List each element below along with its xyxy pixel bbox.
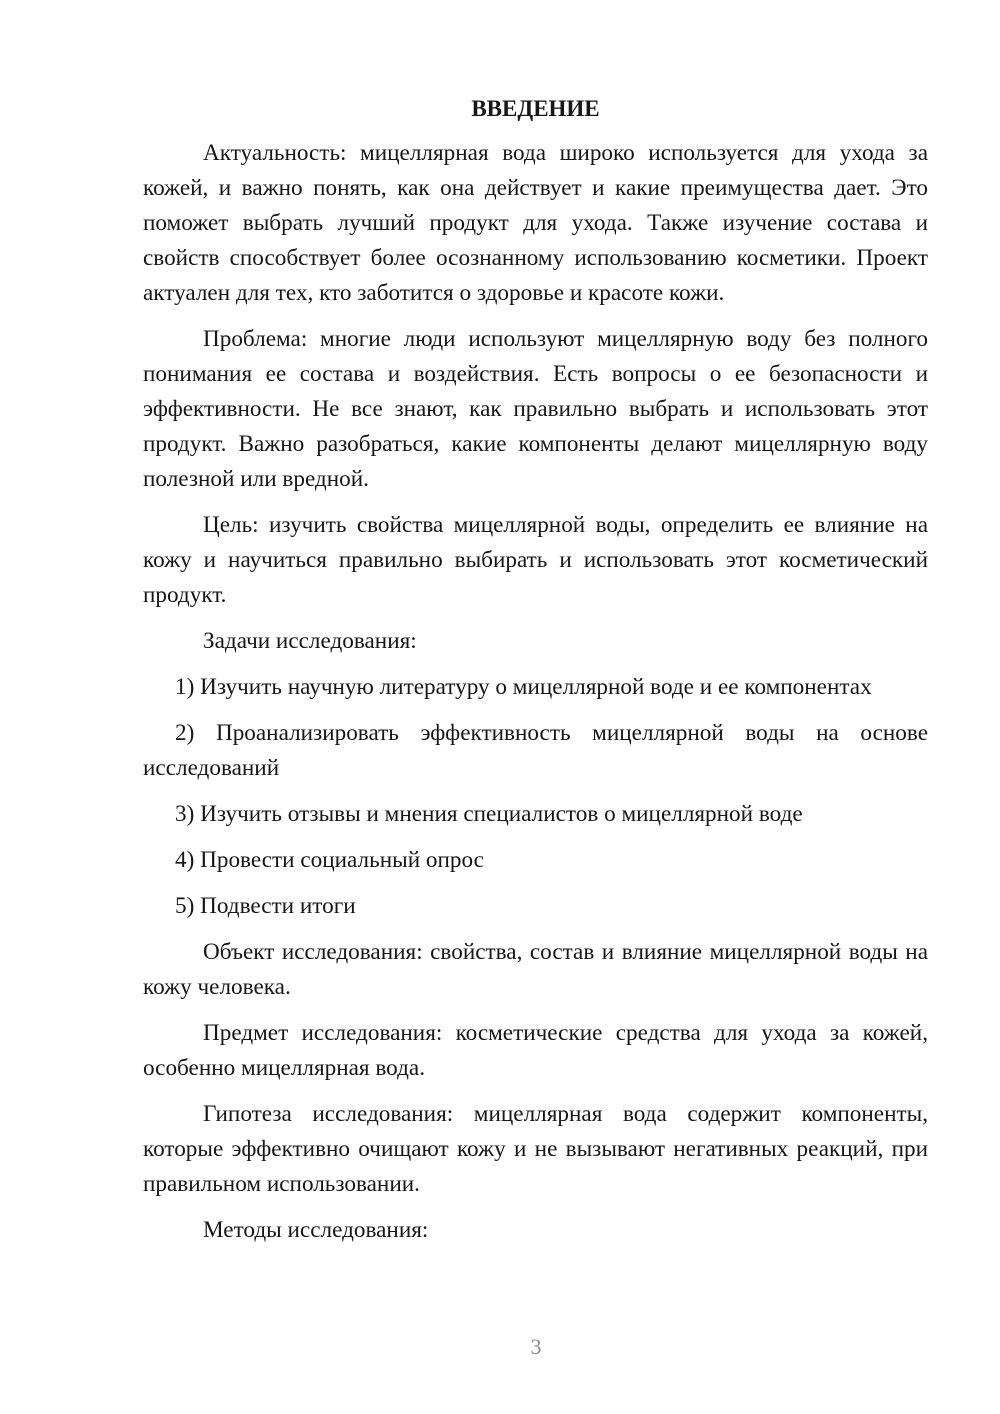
task-item-2: 2) Проанализировать эффективность мицеллярной воды на основе исследований <box>143 720 928 781</box>
document-page <box>143 92 928 1248</box>
object-paragraph: Объект исследования: свойства, состав и влияние мицеллярной воды на кожу человека. <box>143 939 928 1000</box>
task-item-4: 4) Провести социальный опрос <box>175 847 484 873</box>
task-item-5: 5) Подвести итоги <box>175 893 356 919</box>
tasks-heading: Задачи исследования: <box>203 628 417 654</box>
page-title: ВВЕДЕНИЕ <box>471 96 600 121</box>
hypothesis-paragraph: Гипотеза исследования: мицеллярная вода содержит компоненты, которые эффективно очищают кожу и не вызывают негативных реакций, при правильном использовании. <box>143 1101 928 1197</box>
goal-paragraph: Цель: изучить свойства мицеллярной воды, определить ее влияние на кожу и научиться правильно выбирать и использовать этот косметический продукт. <box>143 512 928 608</box>
task-item-3: 3) Изучить отзывы и мнения специалистов о мицеллярной воде <box>175 801 803 827</box>
page-number: 3 <box>530 1334 542 1359</box>
problem-paragraph: Проблема: многие люди используют мицеллярную воду без полного понимания ее состава и воздействия. Есть вопросы о ее безопасности и эффективности. Не все знают, как правильно выбрать и использовать этот продукт. Важно разобраться, какие компоненты делают мицеллярную воду полезной или вредной. <box>143 326 928 492</box>
task-item-1: 1) Изучить научную литературу о мицеллярной воде и ее компонентах <box>175 674 872 700</box>
relevance-paragraph: Актуальность: мицеллярная вода широко используется для ухода за кожей, и важно понять, как она действует и какие преимущества дает. Это поможет выбрать лучший продукт для ухода. Также изучение состава и свойств способствует более осознанному использованию косметики. Проект актуален для тех, кто заботится о здоровье и красоте кожи. <box>143 140 928 306</box>
subject-paragraph: Предмет исследования: косметические средства для ухода за кожей, особенно мицеллярная вода. <box>143 1020 928 1081</box>
methods-heading: Методы исследования: <box>203 1217 429 1243</box>
